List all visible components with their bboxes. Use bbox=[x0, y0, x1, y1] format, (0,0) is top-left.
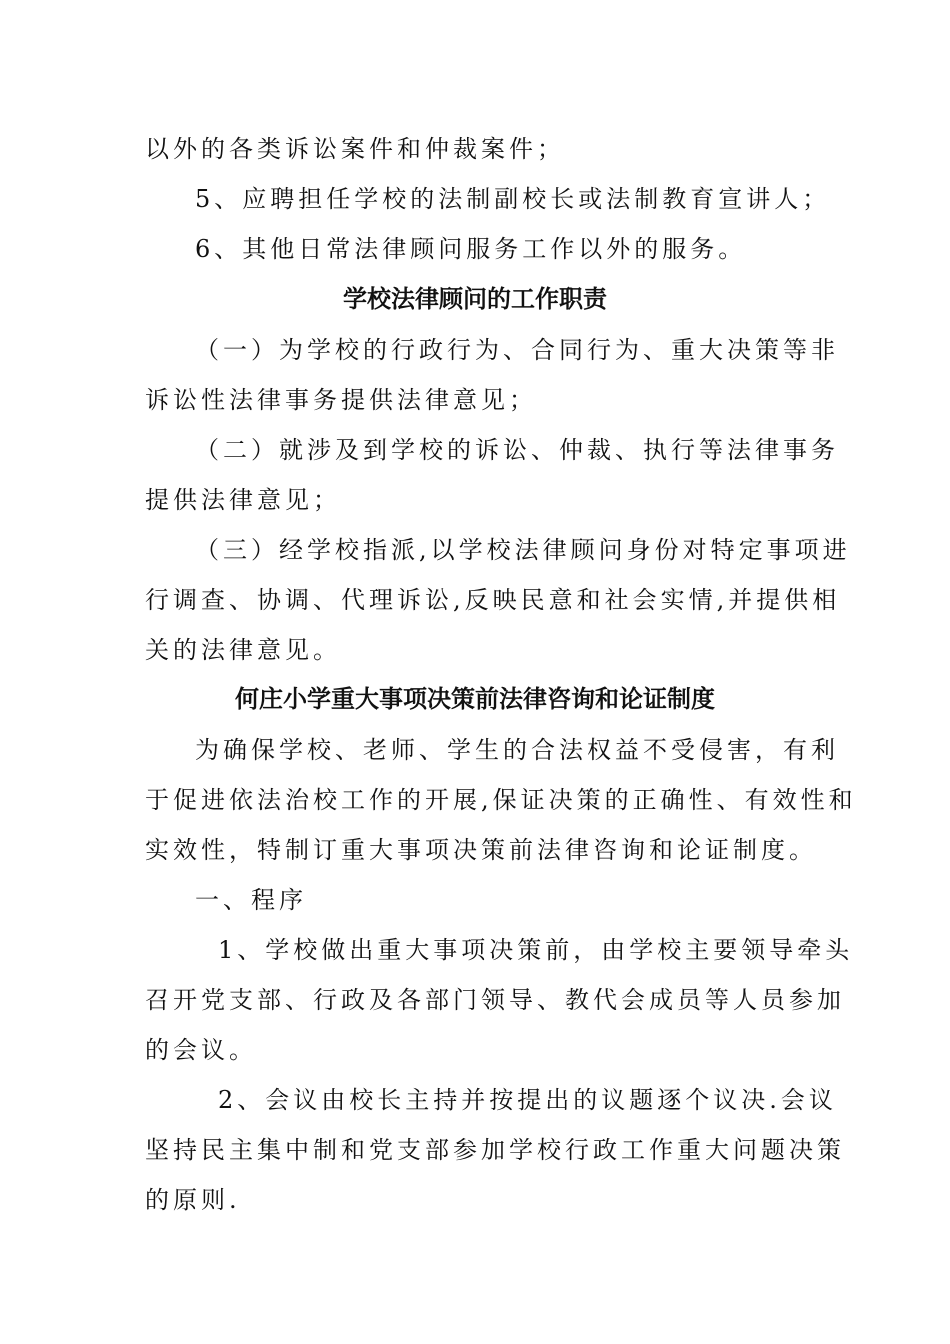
paragraph-line: 以外的各类诉讼案件和仲裁案件； bbox=[145, 135, 565, 163]
intro-line-1: 为确保学校、老师、学生的合法权益不受侵害，有利 bbox=[195, 736, 839, 764]
procedure-1-line-1: 1、学校做出重大事项决策前，由学校主要领导牵头 bbox=[218, 936, 854, 964]
procedure-2-line-3: 的原则. bbox=[145, 1186, 241, 1214]
subheading-procedure: 一、程序 bbox=[195, 886, 307, 914]
list-item-6: 6、其他日常法律顾问服务工作以外的服务。 bbox=[195, 235, 747, 263]
list-item-5: 5、应聘担任学校的法制副校长或法制教育宣讲人； bbox=[195, 185, 831, 213]
duty-3-line-1: （三）经学校指派,以学校法律顾问身份对特定事项进 bbox=[195, 536, 851, 564]
duty-1-line-1: （一）为学校的行政行为、合同行为、重大决策等非 bbox=[195, 336, 839, 364]
procedure-1-line-2: 召开党支部、行政及各部门领导、教代会成员等人员参加 bbox=[145, 986, 845, 1014]
procedure-2-line-1: 2、会议由校长主持并按提出的议题逐个议决.会议 bbox=[218, 1086, 837, 1114]
procedure-2-line-2: 坚持民主集中制和党支部参加学校行政工作重大问题决策 bbox=[145, 1136, 845, 1164]
section-title-legal-advisor-duties: 学校法律顾问的工作职责 bbox=[343, 285, 607, 313]
duty-3-line-3: 关的法律意见。 bbox=[145, 636, 341, 664]
duty-2-line-1: （二）就涉及到学校的诉讼、仲裁、执行等法律事务 bbox=[195, 436, 839, 464]
intro-line-3: 实效性，特制订重大事项决策前法律咨询和论证制度。 bbox=[145, 836, 817, 864]
procedure-1-line-3: 的会议。 bbox=[145, 1036, 257, 1064]
duty-2-line-2: 提供法律意见； bbox=[145, 486, 341, 514]
duty-3-line-2: 行调查、协调、代理诉讼,反映民意和社会实情,并提供相 bbox=[145, 586, 841, 614]
section-title-consultation-system: 何庄小学重大事项决策前法律咨询和论证制度 bbox=[235, 685, 715, 713]
duty-1-line-2: 诉讼性法律事务提供法律意见； bbox=[145, 386, 537, 414]
intro-line-2: 于促进依法治校工作的开展,保证决策的正确性、有效性和 bbox=[145, 786, 857, 814]
